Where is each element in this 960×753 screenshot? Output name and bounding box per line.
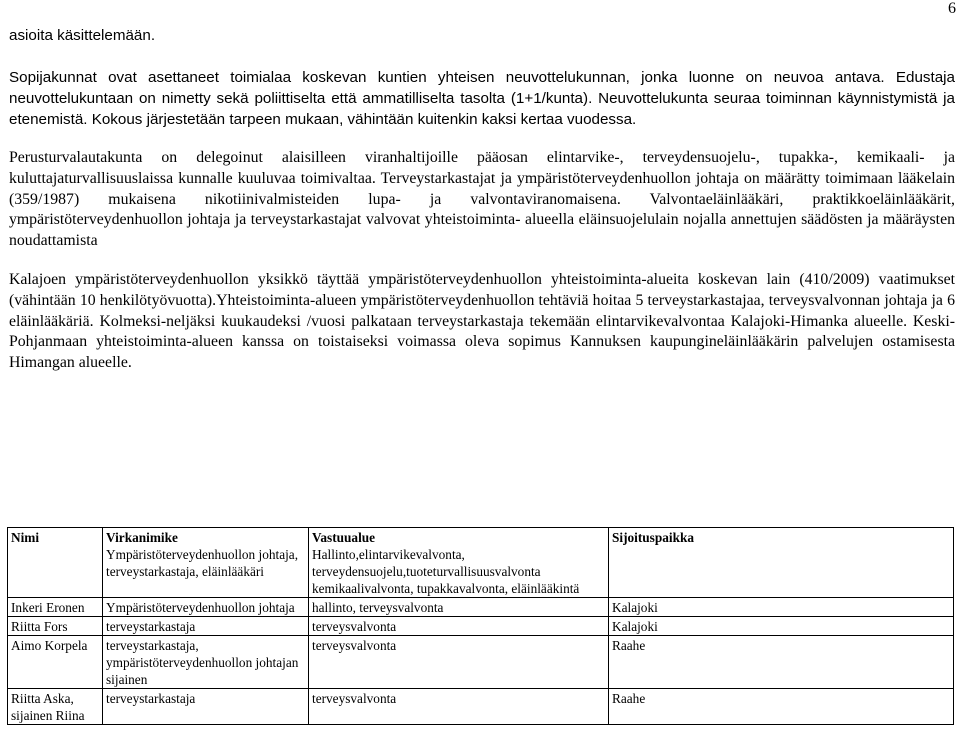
table-row — [8, 617, 954, 636]
cell-responsibility: terveysvalvonta — [309, 636, 609, 689]
cell-name: Inkeri Eronen — [8, 598, 103, 617]
cell-name: Aimo Korpela — [8, 636, 103, 689]
paragraph-kalajoki-unit: Kalajoen ympäristöterveydenhuollon yksikkö täyttää ympäristöterveydenhuollon yhteistoiminta-alueita koskevan lain (410/2009) vaatimukset (vähintään 10 henkilötyövuotta).Yhteistoiminta-alueen ympäristöterveydenhuollon tehtäviä hoitaa 5 terveystarkastajaa, terveysvalvonnan johtaja ja 6 eläinlääkäriä. Kolmeksi-neljäksi kuukaudeksi /vuosi palkataan terveystarkastaja tekemään elintarvikevalvontaa Kalajoki-Himanka alueelle. Keski-Pohjanmaan yhteistoiminta-alueen kanssa on toistaiseksi voimassa oleva sopimus Kannuksen kaupungineläinlääkärin palvelujen ostamisesta Himangan alueelle. — [9, 271, 955, 372]
table-row — [8, 598, 954, 617]
staff-table — [7, 527, 954, 725]
page-number: 6 — [948, 0, 956, 17]
cell-name: Riitta Aska, sijainen Riina — [8, 689, 103, 725]
cell-title: terveystarkastaja — [103, 617, 309, 636]
header-responsibility: Vastuualue Hallinto,elintarvikevalvonta, terveydensuojelu,tuoteturvallisuusvalvonta kemikaalivalvonta, tupakkavalvonta, eläinlääkintä — [309, 528, 609, 598]
header-name: Nimi — [8, 528, 103, 598]
cell-responsibility: terveysvalvonta — [309, 689, 609, 725]
header-title-sub: Ympäristöterveydenhuollon johtaja, terveystarkastaja, eläinlääkäri — [106, 547, 299, 579]
cell-location: Kalajoki — [609, 598, 954, 617]
cell-location: Kalajoki — [609, 617, 954, 636]
cell-responsibility: terveysvalvonta — [309, 617, 609, 636]
header-location: Sijoituspaikka — [609, 528, 954, 598]
header-title: Virkanimike Ympäristöterveydenhuollon johtaja, terveystarkastaja, eläinlääkäri — [103, 528, 309, 598]
cell-title: terveystarkastaja, ympäristöterveydenhuollon johtajan sijainen — [103, 636, 309, 689]
cell-responsibility: hallinto, terveysvalvonta — [309, 598, 609, 617]
header-responsibility-sub: Hallinto,elintarvikevalvonta, terveydensuojelu,tuoteturvallisuusvalvonta kemikaalivalvonta, tupakkavalvonta, eläinlääkintä — [312, 547, 580, 596]
table-row — [8, 689, 954, 725]
paragraph-neuvottelukunta: Sopijakunnat ovat asettaneet toimialaa koskevan kuntien yhteisen neuvottelukunnan, jonka luonne on neuvoa antava. Edustaja neuvottelukuntaan on nimetty sekä poliittiselta että ammatilliselta tasolta (1+1/kunta). Neuvottelukunta seuraa toiminnan käynnistymistä ja etenemistä. Kokous järjestetään tarpeen mukaan, vähintään kuitenkin kaksi kertaa vuodessa. — [9, 69, 955, 128]
paragraph-continuation: asioita käsittelemään. — [9, 27, 156, 44]
paragraph-delegation: Perusturvalautakunta on delegoinut alaisilleen viranhaltijoille pääosan elintarvike-, terveydensuojelu-, tupakka-, kemikaali- ja kuluttajaturvallisuuslaissa kunnalle kuuluvaa toimivaltaa. Terveystarkastajat ja ympäristöterveydenhuollon johtaja on määrätty toimimaan lääkelain (359/1987) mukaisena nikotiinivalmisteiden lupa- ja valvontaviranomaisena. Valvontaeläinlääkäri, praktikkoeläinlääkärit, ympäristöterveydenhuollon johtaja ja terveystarkastajat valvovat yhteistoiminta- alueella eläinsuojelulain nojalla annettujen säädösten ja määräysten noudattamista — [9, 149, 955, 250]
cell-name: Riitta Fors — [8, 617, 103, 636]
cell-location: Raahe — [609, 689, 954, 725]
table-header-row — [8, 528, 954, 598]
table-row — [8, 636, 954, 689]
cell-location: Raahe — [609, 636, 954, 689]
cell-title: Ympäristöterveydenhuollon johtaja — [103, 598, 309, 617]
cell-title: terveystarkastaja — [103, 689, 309, 725]
